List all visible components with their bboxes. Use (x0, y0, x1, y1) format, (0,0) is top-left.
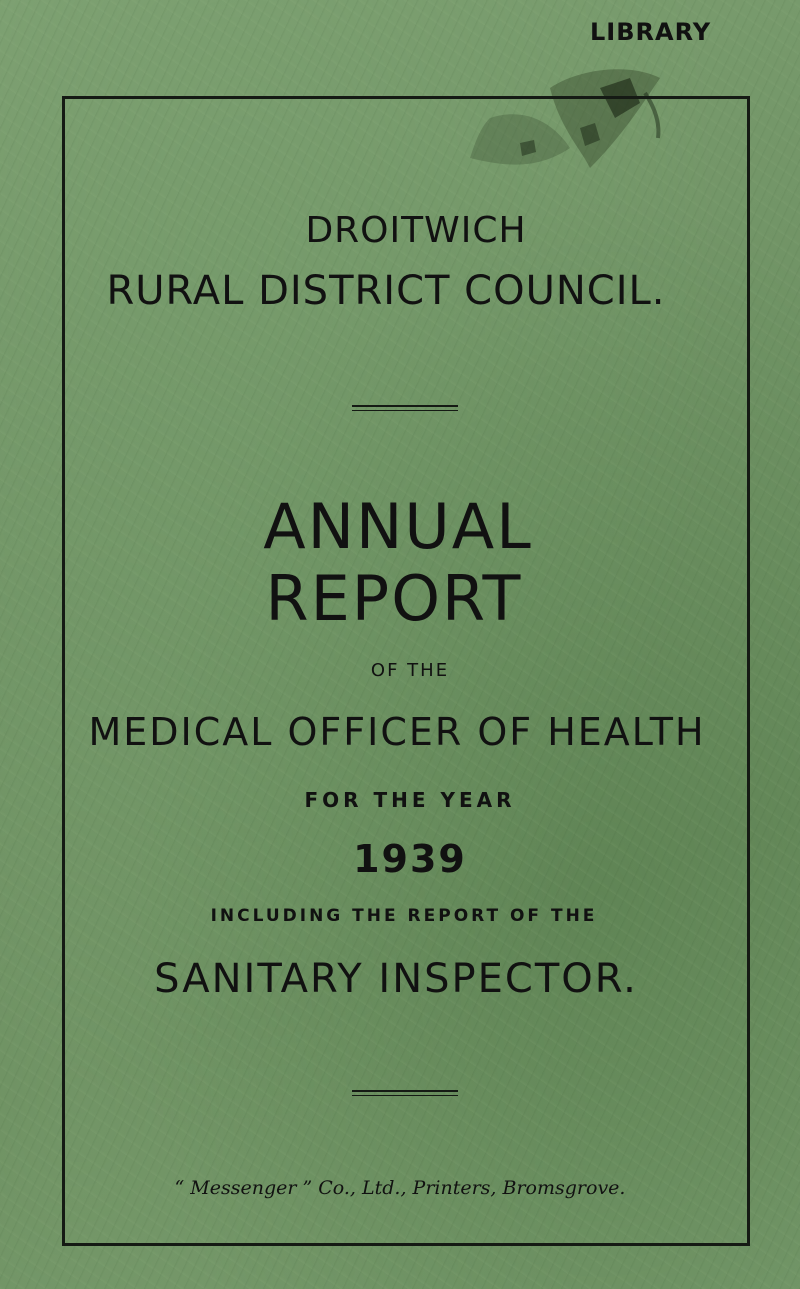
divider-lower-a (352, 1090, 458, 1092)
divider-upper-b (352, 410, 458, 411)
title-including: INCLUDING THE REPORT OF THE (210, 906, 598, 926)
council-name-line2: RURAL DISTRICT COUNCIL. (106, 268, 666, 314)
title-for-the-year: FOR THE YEAR (304, 788, 516, 812)
title-of-the: OF THE (370, 660, 450, 681)
title-sanitary-inspector: SANITARY INSPECTOR. (154, 956, 638, 1002)
title-report: REPORT (265, 562, 523, 635)
title-medical-officer: MEDICAL OFFICER OF HEALTH (88, 710, 706, 754)
divider-lower-b (352, 1095, 458, 1096)
divider-upper-a (352, 405, 458, 407)
printer-imprint: “ Messenger ” Co., Ltd., Printers, Bromsgrove. (174, 1177, 626, 1199)
council-name-line1: DROITWICH (305, 210, 527, 251)
title-annual: ANNUAL (263, 490, 533, 563)
report-year: 1939 (353, 837, 467, 881)
library-stamp: LIBRARY (590, 18, 712, 46)
